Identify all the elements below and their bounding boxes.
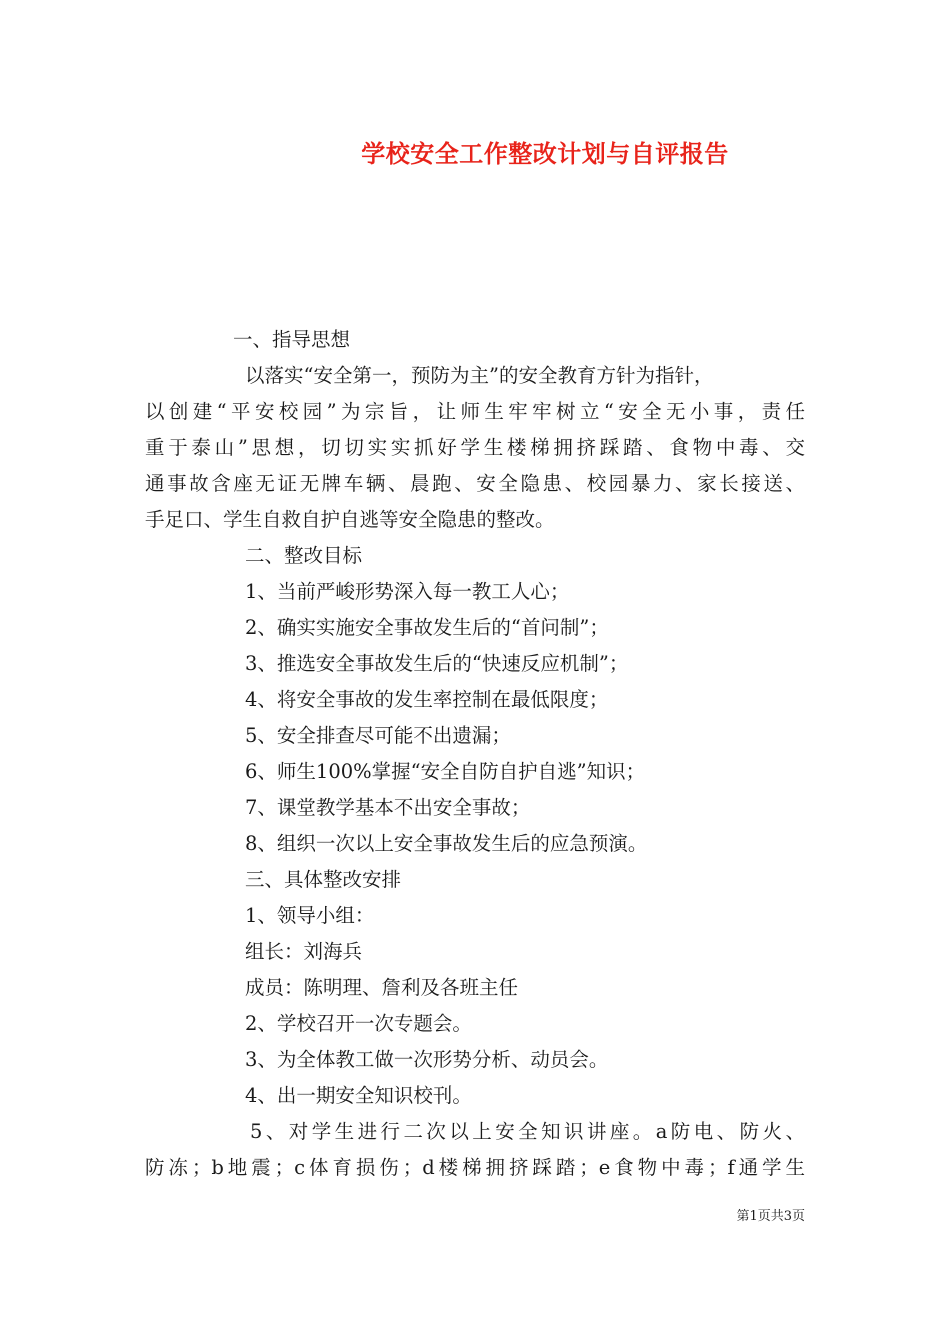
paragraph-line: 手足口、学生自救自护自逃等安全隐患的整改。	[145, 508, 555, 531]
paragraph-line: 以落实“安全第一，预防为主”的安全教育方针为指针，	[245, 364, 714, 387]
paragraph-line: 防冻；b地震；c体育损伤；d楼梯拥挤踩踏；e食物中毒；f通学生	[145, 1156, 805, 1179]
paragraph-line: 通事故含座无证无牌车辆、晨跑、安全隐患、校园暴力、家长接送、	[145, 472, 805, 495]
paragraph-line: 以创建“平安校园”为宗旨，让师生牢牢树立“安全无小事，责任	[145, 400, 805, 423]
list-item: 8、组织一次以上安全事故发生后的应急预演。	[245, 832, 648, 855]
list-item: 成员：陈明理、詹利及各班主任	[245, 976, 519, 999]
paragraph-line: 重于泰山”思想，切切实实抓好学生楼梯拥挤踩踏、食物中毒、交	[145, 436, 805, 459]
list-item: 6、师生100%掌握“安全自防自护自逃”知识；	[245, 760, 646, 783]
list-item: 3、推选安全事故发生后的“快速反应机制”；	[245, 652, 629, 675]
list-item: 2、学校召开一次专题会。	[245, 1012, 472, 1035]
list-item: 4、出一期安全知识校刊。	[245, 1084, 472, 1107]
page-footer: 第1页共3页	[736, 1209, 805, 1224]
list-item: 1、领导小组：	[245, 904, 375, 927]
list-item: 组长：刘海兵	[245, 940, 363, 963]
section-heading-guiding-ideology: 一、指导思想	[233, 328, 351, 351]
section-heading-goals: 二、整改目标	[245, 544, 363, 567]
list-item: 4、将安全事故的发生率控制在最低限度；	[245, 688, 609, 711]
list-item: 2、确实实施安全事故发生后的“首问制”；	[245, 616, 609, 639]
list-item: 5、安全排查尽可能不出遗漏；	[245, 724, 511, 747]
list-item: 5、对学生进行二次以上安全知识讲座。a防电、防火、	[250, 1120, 805, 1143]
section-heading-arrangements: 三、具体整改安排	[245, 868, 402, 891]
list-item: 1、当前严峻形势深入每一教工人心；	[245, 580, 570, 603]
list-item: 3、为全体教工做一次形势分析、动员会。	[245, 1048, 609, 1071]
document-title: 学校安全工作整改计划与自评报告	[361, 139, 729, 168]
list-item: 7、课堂教学基本不出安全事故；	[245, 796, 531, 819]
